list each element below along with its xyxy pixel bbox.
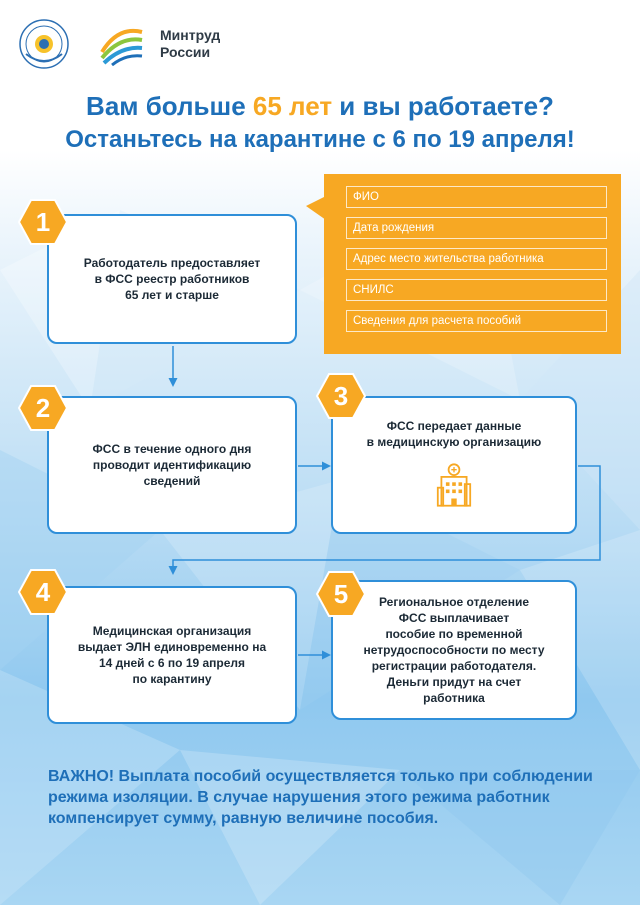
title-line1 — [0, 90, 640, 122]
fss-emblem-icon — [18, 18, 70, 70]
registry-field: Адрес место жительства работника — [346, 248, 607, 270]
step-2-card — [47, 396, 297, 534]
page-title — [0, 90, 640, 156]
step-1-line: Работодатель предоставляет — [83, 256, 261, 270]
step-5-line: Региональное отделение — [378, 595, 530, 609]
ministry-name-line2: России — [160, 44, 211, 60]
step-3-line: в медицинскую организацию — [366, 435, 542, 449]
step-2-number: 2 — [35, 392, 51, 423]
step-1-badge — [18, 198, 68, 246]
step-5-number: 5 — [333, 578, 349, 609]
step-1-line: 65 лет и старше — [125, 288, 219, 302]
step-5-text — [364, 594, 545, 706]
registry-field: Сведения для расчета пособий — [346, 310, 607, 332]
registry-field: СНИЛС — [346, 279, 607, 301]
step-4-badge — [18, 568, 68, 616]
ministry-name — [160, 27, 220, 61]
step-1-number: 1 — [35, 206, 51, 237]
step-1-card — [47, 214, 297, 344]
title-line1-accent: 65 лет — [252, 91, 333, 121]
step-2-line: ФСС в течение одного дня — [92, 442, 252, 456]
title-line1-pre: Вам больше — [86, 91, 253, 121]
step-5-badge — [316, 570, 366, 618]
title-line1-post: и вы работаете? — [332, 91, 554, 121]
step-5-line: ФСС выплачивает — [398, 611, 510, 625]
step-5-line: пособие по временной — [385, 627, 523, 641]
title-line2: Останьтесь на карантине с 6 по 19 апреля! — [65, 126, 575, 153]
step-5-line: регистрации работодателя. — [371, 659, 537, 673]
step-3-line: ФСС передает данные — [386, 419, 522, 433]
step-5-card — [331, 580, 577, 720]
step-4-text — [78, 623, 266, 687]
step-3-badge — [316, 372, 366, 420]
step-3-text — [367, 418, 542, 512]
registry-fields-panel — [324, 174, 621, 354]
registry-field: Дата рождения — [346, 217, 607, 239]
step-1-line: в ФСС реестр работников — [94, 272, 250, 286]
step-2-line: сведений — [143, 474, 201, 488]
step-4-line: по карантину — [132, 672, 212, 686]
step-4-line: выдает ЭЛН единовременно на — [77, 640, 267, 654]
step-3-number: 3 — [333, 380, 349, 411]
step-5-line: нетрудоспособности по месту — [363, 643, 545, 657]
mintrud-emblem-icon — [98, 22, 146, 66]
registry-field: ФИО — [346, 186, 607, 208]
ministry-name-line1: Минтруд — [160, 27, 221, 43]
step-2-line: проводит идентификацию — [92, 458, 252, 472]
step-2-text — [93, 441, 252, 489]
step-4-line: Медицинская организация — [92, 624, 252, 638]
step-4-number: 4 — [35, 576, 51, 607]
step-4-card — [47, 586, 297, 724]
step-3-card — [331, 396, 577, 534]
step-5-line: работника — [423, 691, 485, 705]
header-logos — [18, 18, 220, 70]
step-2-badge — [18, 384, 68, 432]
step-4-line: 14 дней с 6 по 19 апреля — [98, 656, 246, 670]
hospital-building-icon — [436, 462, 472, 508]
important-note: ВАЖНО! Выплата пособий осуществляется только при соблюдении режима изоляции. В случае нарушения этого режима работник компенсирует сумму, равную величине пособия. — [48, 768, 593, 827]
registry-panel-pointer — [306, 196, 326, 220]
step-1-text — [84, 255, 261, 303]
step-5-line: Деньги придут на счет — [386, 675, 522, 689]
